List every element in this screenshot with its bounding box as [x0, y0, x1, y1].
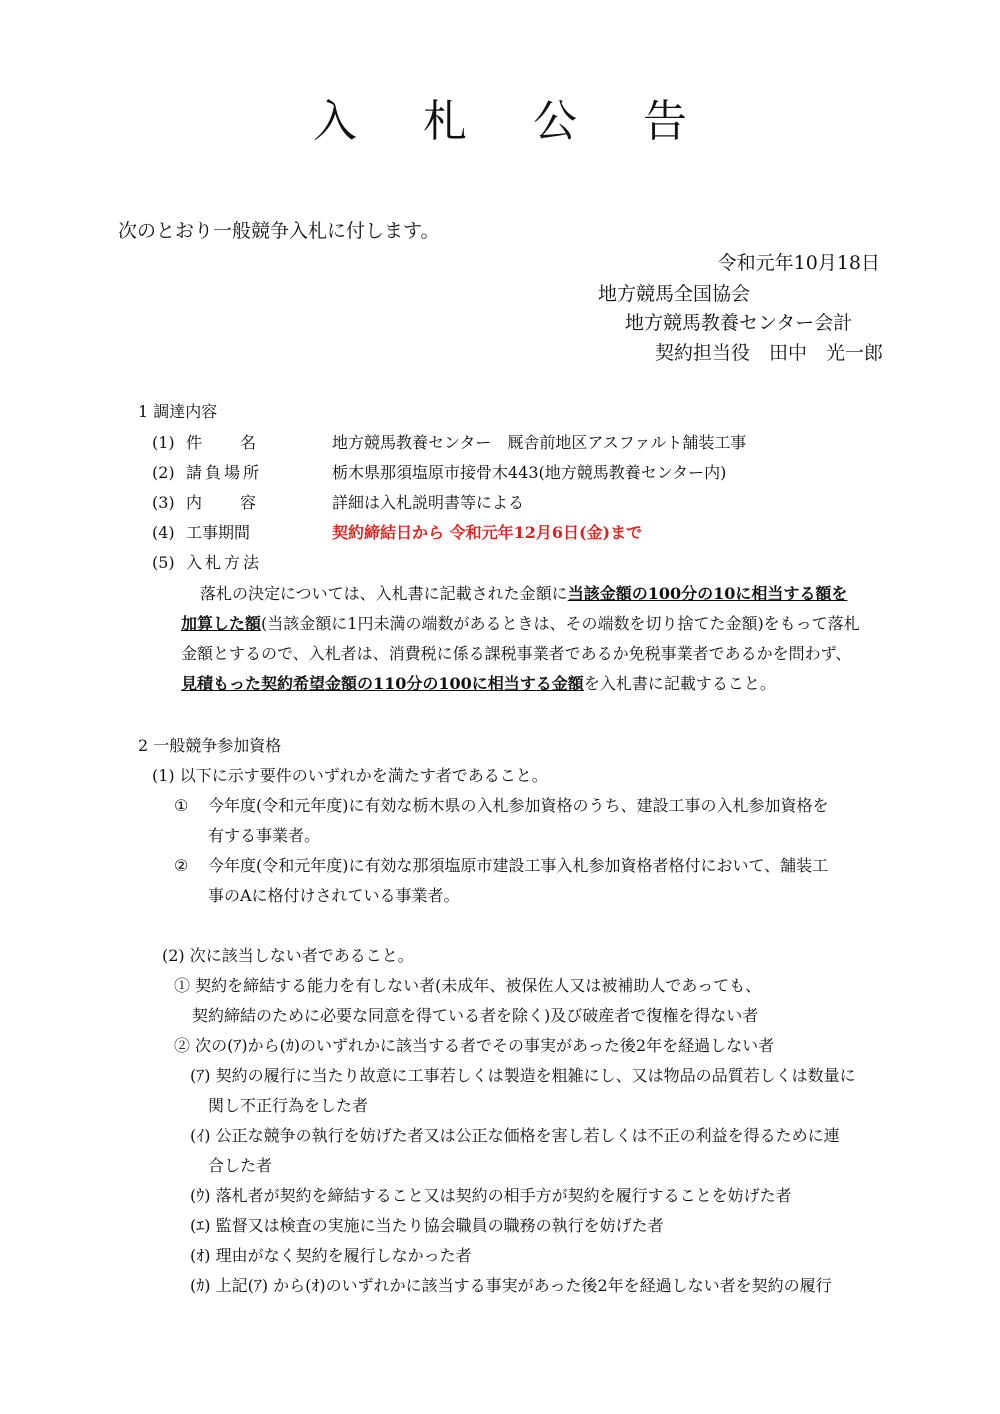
method-line-2 — [181, 609, 860, 638]
issue-date: 令和元年10月18日 — [717, 252, 880, 274]
cond1-line-2: 有する事業者。 — [208, 826, 321, 845]
item3-label: 内 容 — [186, 493, 259, 512]
method-text: (当該金額に1円未満の端数があるときは、その端数を切り捨てた金額)をもって落札 — [261, 614, 860, 633]
disq1-line-2: 契約締結のために必要な同意を得ている者を除く)及び破産者で復権を得ない者 — [192, 1006, 759, 1025]
item1-value: 地方競馬教養センター 厩舎前地区アスファルト舗装工事 — [332, 433, 747, 452]
item4-label: 工事期間 — [186, 523, 251, 542]
method-line-3: 金額とするので、入札者は、消費税に係る課税事業者であるか免税事業者であるかを問わず、 — [181, 644, 852, 663]
item1-num: (1) — [152, 433, 175, 452]
method-text: 落札の決定については、入札書に記載された金額に — [200, 584, 568, 603]
method-emphasis: 見積もった契約希望金額の110分の100に相当する金額 — [181, 674, 584, 693]
method-line-1 — [200, 579, 847, 608]
issuer-officer: 契約担当役 田中 光一郎 — [655, 342, 884, 364]
section2-sub1: (1) 以下に示す要件のいずれかを満たす者であること。 — [152, 766, 548, 785]
section1-heading: 1 調達内容 — [138, 402, 218, 421]
cond2-line-2: 事のAに格付けされている事業者。 — [208, 886, 460, 905]
issuer-dept: 地方競馬教養センター会計 — [625, 312, 853, 334]
cond2-num: ② — [174, 856, 189, 875]
disq1-line-1: ① 契約を締結する能力を有しない者(未成年、被保佐人又は被補助人であっても、 — [174, 976, 762, 995]
sub-a-line-1: (ｱ) 契約の履行に当たり故意に工事若しくは製造を粗雑にし、又は物品の品質若しくは数量に — [190, 1066, 856, 1085]
method-text: を入札書に記載すること。 — [583, 674, 776, 693]
disq2-line: ② 次の(ｱ)から(ｶ)のいずれかに該当する者でその事実があった後2年を経過しない者 — [174, 1036, 775, 1055]
item2-value: 栃木県那須塩原市接骨木443(地方競馬教養センター内) — [332, 463, 727, 482]
section2-heading: 2 一般競争参加資格 — [138, 736, 282, 755]
sub-a-line-2: 関し不正行為をした者 — [208, 1096, 369, 1115]
item4-num: (4) — [152, 523, 175, 542]
page-title: 入 札 公 告 — [313, 96, 713, 147]
item5-num: (5) — [152, 553, 175, 572]
intro-text: 次のとおり一般競争入札に付します。 — [118, 220, 440, 242]
sub-i-line-1: (ｲ) 公正な競争の執行を妨げた者又は公正な価格を害し若しくは不正の利益を得るために連 — [190, 1126, 840, 1145]
method-emphasis: 加算した額 — [181, 614, 262, 633]
item2-label: 請負場所 — [186, 463, 263, 482]
item4-value: 契約締結日から 令和元年12月6日(金)まで — [332, 523, 643, 542]
method-emphasis: 当該金額の100分の10に相当する額を — [567, 584, 848, 603]
sub-e-line: (ｴ) 監督又は検査の実施に当たり協会職員の職務の執行を妨げた者 — [190, 1216, 664, 1235]
cond2-line-1: 今年度(令和元年度)に有効な那須塩原市建設工事入札参加資格者格付において、舗装工 — [208, 856, 829, 875]
section2-sub2: (2) 次に該当しない者であること。 — [162, 946, 414, 965]
issuer-org: 地方競馬全国協会 — [598, 283, 751, 305]
item2-num: (2) — [152, 463, 175, 482]
item3-num: (3) — [152, 493, 175, 512]
sub-u-line: (ｳ) 落札者が契約を締結すること又は契約の相手方が契約を履行することを妨げた者 — [190, 1186, 792, 1205]
item5-label: 入札方法 — [186, 553, 263, 572]
item1-label: 件 名 — [186, 433, 259, 452]
cond1-num: ① — [174, 796, 189, 815]
item3-value: 詳細は入札説明書等による — [332, 493, 525, 512]
sub-o-line: (ｵ) 理由がなく契約を履行しなかった者 — [190, 1246, 472, 1265]
sub-ka-line: (ｶ) 上記(ｱ) から(ｵ)のいずれかに該当する事実があった後2年を経過しない者を契約の履行 — [190, 1276, 832, 1295]
sub-i-line-2: 合した者 — [208, 1156, 273, 1175]
method-line-4 — [181, 669, 776, 698]
cond1-line-1: 今年度(令和元年度)に有効な栃木県の入札参加資格のうち、建設工事の入札参加資格を — [208, 796, 829, 815]
